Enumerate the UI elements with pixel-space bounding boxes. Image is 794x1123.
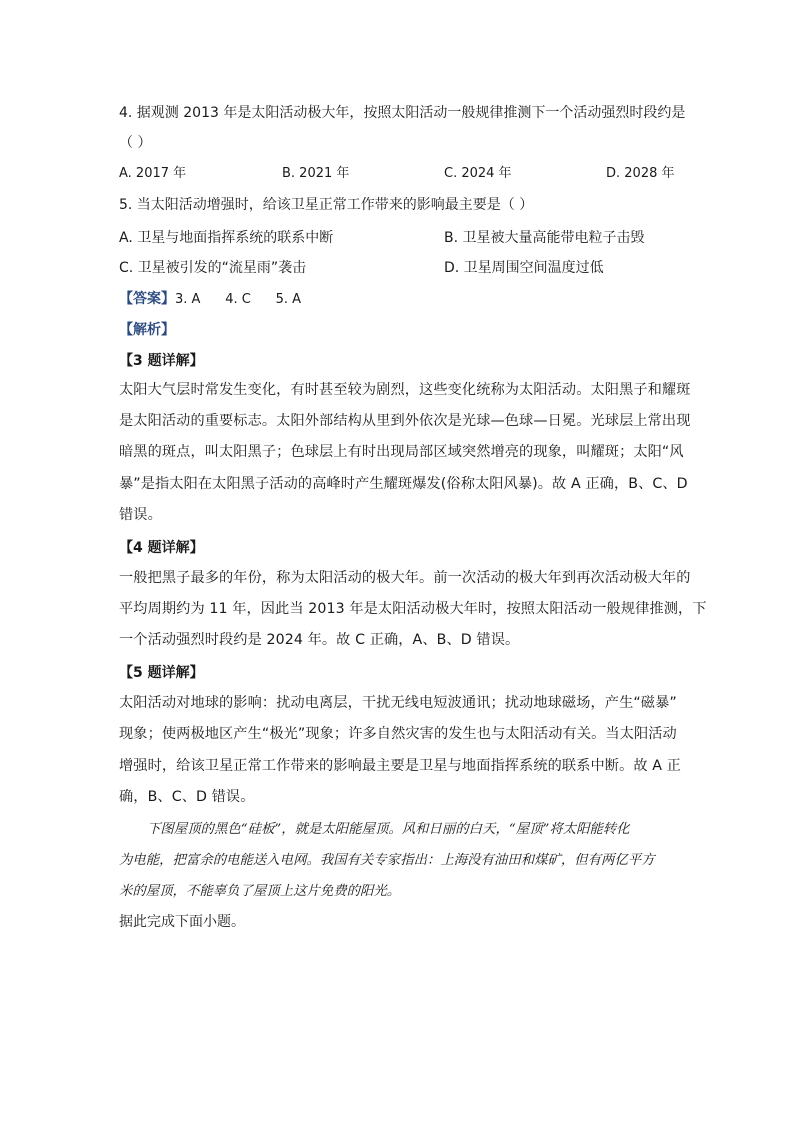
question-5-option-d: D. 卫星周围空间温度过低: [444, 260, 604, 276]
answer-values: 3. A 4. C 5. A: [175, 292, 302, 307]
q3-detail-line: 暗黑的斑点，叫太阳黑子；色球层上有时出现局部区域突然增亮的现象，叫耀斑；太阳“风: [119, 444, 684, 460]
passage-line: 下图屋顶的黑色“硅板”，就是太阳能屋顶。风和日丽的白天，“屋顶”将太阳能转化: [147, 822, 630, 837]
q4-detail-line: 平均周期约为 11 年，因此当 2013 年是太阳活动极大年时，按照太阳活动一般规律推测，下: [119, 601, 707, 617]
q4-detail-label: 【4 题详解】: [119, 540, 204, 556]
q3-detail-line: 是太阳活动的重要标志。太阳外部结构从里到外依次是光球—色球—日冕。光球层上常出现: [119, 413, 691, 429]
analysis-label: [119, 320, 175, 340]
question-4-stem: 4. 据观测 2013 年是太阳活动极大年，按照太阳活动一般规律推测下一个活动强烈时段约是: [119, 105, 686, 121]
analysis-label-text: 【解析】: [119, 322, 175, 338]
q3-detail-line: 暴”是指太阳在太阳黑子活动的高峰时产生耀斑爆发(俗称太阳风暴)。故 A 正确，B、C、D: [119, 476, 688, 492]
question-5-option-b: B. 卫星被大量高能带电粒子击毁: [444, 230, 645, 246]
answer-label: 【答案】: [119, 291, 175, 307]
question-4-option-a: A. 2017 年: [119, 166, 187, 181]
question-4-option-c: C. 2024 年: [444, 166, 512, 181]
passage-line: 为电能，把富余的电能送入电网。我国有关专家指出：上海没有油田和煤矿，但有两亿平方: [119, 853, 655, 868]
q5-detail-line: 现象；使两极地区产生“极光”现象；许多自然灾害的发生也与太阳活动有关。当太阳活动: [119, 726, 677, 742]
passage-line: 米的屋顶，不能辜负了屋顶上这片免费的阳光。: [119, 884, 401, 899]
q4-detail-line: 一个活动强烈时段约是 2024 年。故 C 正确，A、B、D 错误。: [119, 632, 520, 648]
q5-detail-line: 增强时，给该卫星正常工作带来的影响最主要是卫星与地面指挥系统的联系中断。故 A 正: [119, 758, 681, 774]
q3-detail-line: 太阳大气层时常发生变化，有时甚至较为剧烈，这些变化统称为太阳活动。太阳黑子和耀斑: [119, 382, 691, 398]
answer-row: [119, 289, 301, 310]
question-5-option-a: A. 卫星与地面指挥系统的联系中断: [119, 230, 334, 246]
q3-detail-label: 【3 题详解】: [119, 353, 204, 369]
q4-detail-line: 一般把黑子最多的年份，称为太阳活动的极大年。前一次活动的极大年到再次活动极大年的: [119, 570, 691, 586]
q5-detail-line: 确，B、C、D 错误。: [119, 789, 255, 805]
q5-detail-line: 太阳活动对地球的影响：扰动电离层，干扰无线电短波通讯；扰动地球磁场，产生“磁暴”: [119, 695, 677, 711]
question-5-option-c: C. 卫星被引发的“流星雨”袭击: [119, 260, 307, 276]
question-4-option-b: B. 2021 年: [282, 166, 350, 181]
question-4-option-d: D. 2028 年: [606, 166, 675, 181]
q3-detail-line: 错误。: [119, 507, 162, 523]
question-4-paren: （ ）: [119, 135, 152, 151]
passage-instruction: 据此完成下面小题。: [119, 914, 245, 930]
question-5-stem: 5. 当太阳活动增强时，给该卫星正常工作带来的影响最主要是（ ）: [119, 197, 534, 213]
q5-detail-label: 【5 题详解】: [119, 665, 204, 681]
